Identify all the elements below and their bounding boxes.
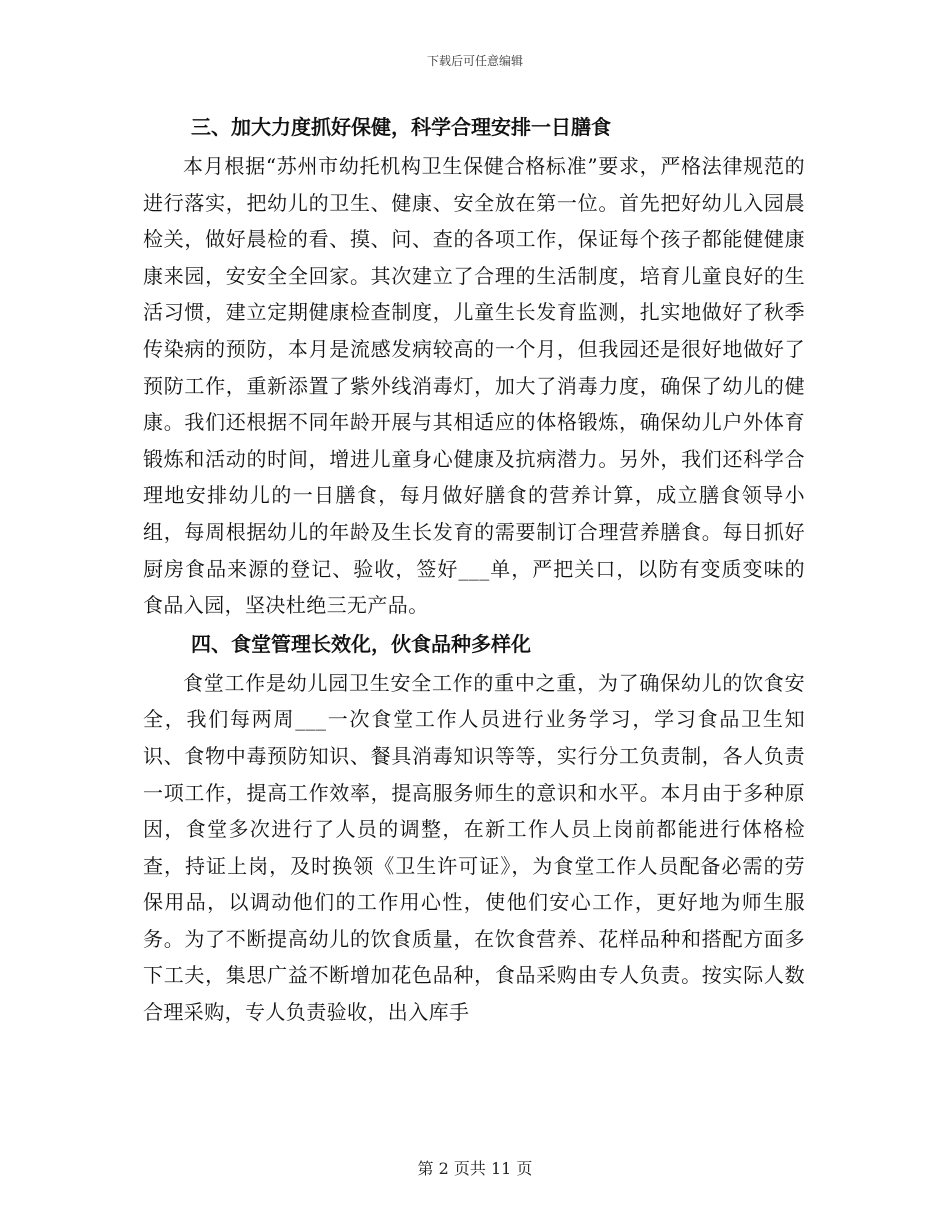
section-paragraph: 本月根据“苏州市幼托机构卫生保健合格标准”要求，严格法律规范的进行落实，把幼儿的卫生、健康、安全放在第一位。首先把好幼儿入园晨检关，做好晨检的看、摸、问、查的各项工作，保证每个孩子都能健健康康来园，安安全全回家。其次建立了合理的生活制度，培育儿童良好的生活习惯，建立定期健康检查制度，儿童生长发育监测，扎实地做好了秋季传染病的预防，本月是流感发病较高的一个月，但我园还是很好地做好了预防工作，重新添置了紫外线消毒灯，加大了消毒力度，确保了幼儿的健康。我们还根据不同年龄开展与其相适应的体格锻炼，确保幼儿户外体育锻炼和活动的时间，增进儿童身心健康及抗病潜力。另外，我们还科学合理地安排幼儿的一日膳食，每月做好膳食的营养计算，成立膳食领导小组，每周根据幼儿的年龄及生长发育的需要制订合理营养膳食。每日抓好厨房食品来源的登记、验收，签好___单，严把关口，以防有变质变味的食品入园，坚决杜绝三无产品。 <box>143 154 805 618</box>
section-heading: 四、食堂管理长效化，伙食品种多样化 <box>191 631 531 656</box>
page-header-note: 下载后可任意编辑 <box>426 54 523 68</box>
page-number: 第 2 页共 11 页 <box>417 1159 533 1178</box>
section-paragraph: 食堂工作是幼儿园卫生安全工作的重中之重，为了确保幼儿的饮食安全，我们每两周___一次食堂工作人员进行业务学习，学习食品卫生知识、食物中毒预防知识、餐具消毒知识等等，实行分工负责制，各人负责一项工作，提高工作效率，提高服务师生的意识和水平。本月由于多种原因，食堂多次进行了人员的调整，在新工作人员上岗前都能进行体格检查，持证上岗，及时换领《卫生许可证》，为食堂工作人员配备必需的劳保用品，以调动他们的工作用心性，使他们安心工作，更好地为师生服务。为了不断提高幼儿的饮食质量，在饮食营养、花样品种和搭配方面多下工夫，集思广益不断增加花色品种，食品采购由专人负责。按实际人数合理采购，专人负责验收，出入库手 <box>143 670 805 1025</box>
document-body <box>143 110 805 1031</box>
section-heading: 三、加大力度抓好保健，科学合理安排一日膳食 <box>191 115 611 139</box>
